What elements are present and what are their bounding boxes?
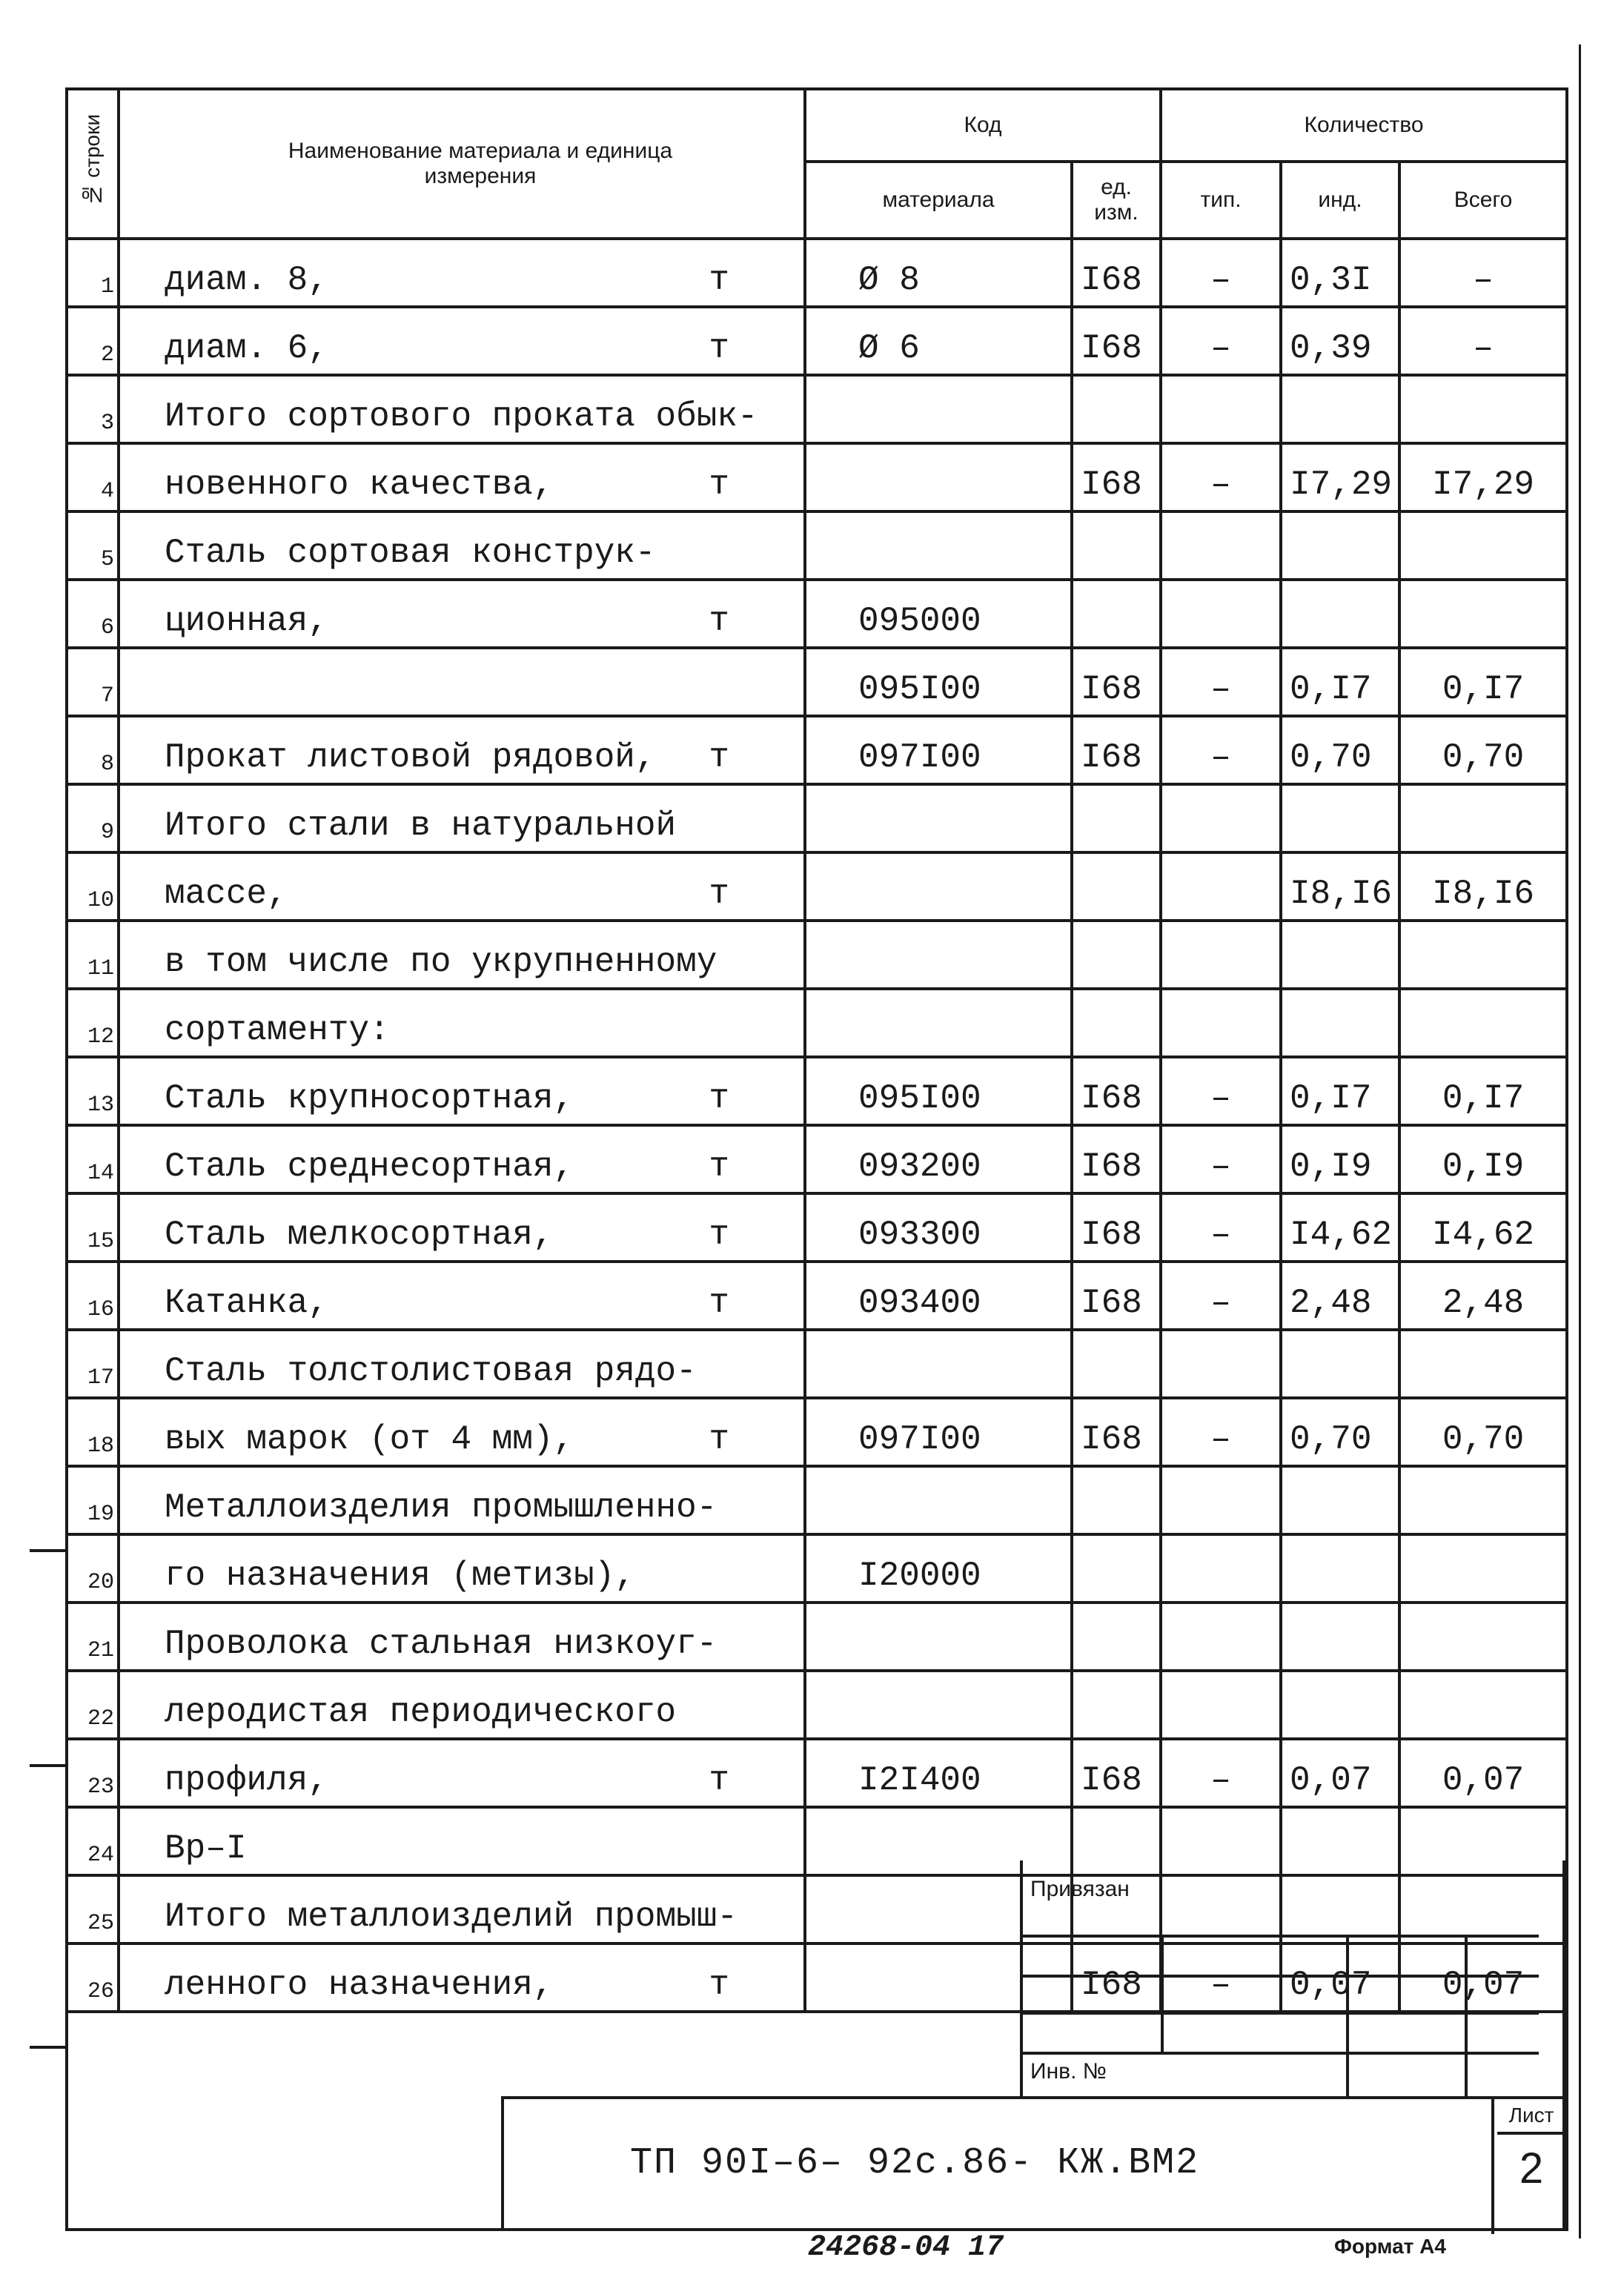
material-code-cell <box>805 511 1072 580</box>
qty-typ-cell <box>1161 852 1281 921</box>
material-name-cell <box>119 1262 805 1330</box>
qty-total-cell: I4,62 <box>1399 1193 1567 1262</box>
qty-ind-cell <box>1281 1671 1399 1739</box>
qty-typ-cell: – <box>1161 1739 1281 1807</box>
qty-ind-cell <box>1281 511 1399 580</box>
unit-code-cell: I68 <box>1072 1193 1161 1262</box>
row-number-cell: 1 <box>67 239 119 307</box>
material-name-text: леродистая периодического <box>165 1693 677 1731</box>
row-number-cell: 23 <box>67 1739 119 1807</box>
material-name-cell <box>119 239 805 307</box>
row-number-cell: 14 <box>67 1125 119 1193</box>
table-row <box>67 307 1567 375</box>
row-number-cell: 10 <box>67 852 119 921</box>
table-row <box>67 716 1567 784</box>
qty-typ-header: тип. <box>1161 162 1281 239</box>
unit-code-cell: I68 <box>1072 307 1161 375</box>
row-number-cell: 22 <box>67 1671 119 1739</box>
material-name-text: диам. 8, <box>165 261 328 299</box>
material-name-text: ционная, <box>165 602 328 640</box>
qty-ind-cell: 0,70 <box>1281 716 1399 784</box>
qty-typ-cell: – <box>1161 1057 1281 1125</box>
table-row <box>67 1262 1567 1330</box>
qty-total-cell <box>1399 1466 1567 1534</box>
qty-ind-cell <box>1281 989 1399 1057</box>
unit-code-cell: I68 <box>1072 1943 1161 2012</box>
qty-ind-cell: 0,I7 <box>1281 1057 1399 1125</box>
row-number-cell: 18 <box>67 1398 119 1466</box>
material-name-text: Вр–I <box>165 1829 247 1868</box>
qty-typ-cell: – <box>1161 307 1281 375</box>
table-row <box>67 443 1567 511</box>
qty-typ-cell <box>1161 921 1281 989</box>
table-row <box>67 1534 1567 1603</box>
material-name-text: Итого стали в натуральной <box>165 806 677 845</box>
row-number-cell: 11 <box>67 921 119 989</box>
qty-typ-cell: – <box>1161 1193 1281 1262</box>
measure-unit: т <box>709 875 729 913</box>
qty-total-cell <box>1399 1603 1567 1671</box>
sheet-box <box>1491 2099 1565 2234</box>
unit-code-cell <box>1072 784 1161 852</box>
qty-typ-cell <box>1161 511 1281 580</box>
unit-code-cell: I68 <box>1072 1739 1161 1807</box>
qty-total-cell <box>1399 921 1567 989</box>
material-name-text: новенного качества, <box>165 465 554 504</box>
measure-unit: т <box>709 465 729 504</box>
unit-code-cell <box>1072 1466 1161 1534</box>
qty-total-cell: I8,I6 <box>1399 852 1567 921</box>
qty-ind-cell: 0,07 <box>1281 1739 1399 1807</box>
row-number-cell: 3 <box>67 375 119 443</box>
tied-box <box>1020 1860 1536 2098</box>
material-name-text: диам. 6, <box>165 329 328 368</box>
qty-total-cell: 0,70 <box>1399 1398 1567 1466</box>
measure-unit: т <box>709 1420 729 1459</box>
material-name-cell <box>119 580 805 648</box>
material-code-cell: Ø 8 <box>805 239 1072 307</box>
material-name-text: Сталь среднесортная, <box>165 1147 574 1186</box>
unit-code-cell: I68 <box>1072 648 1161 716</box>
qty-total-cell: 0,I9 <box>1399 1125 1567 1193</box>
qty-total-cell <box>1399 580 1567 648</box>
unit-code-cell: I68 <box>1072 716 1161 784</box>
tied-grid-line <box>1161 1935 1164 2052</box>
qty-typ-cell: – <box>1161 1398 1281 1466</box>
unit-code-cell <box>1072 852 1161 921</box>
sheet-number: 2 <box>1519 2144 1544 2193</box>
material-name-text: Сталь мелкосортная, <box>165 1216 554 1254</box>
row-number-cell: 7 <box>67 648 119 716</box>
qty-ind-cell <box>1281 921 1399 989</box>
qty-ind-cell <box>1281 580 1399 648</box>
row-number-cell: 12 <box>67 989 119 1057</box>
material-code-cell <box>805 921 1072 989</box>
qty-typ-cell <box>1161 375 1281 443</box>
measure-unit: т <box>709 261 729 299</box>
row-number-cell: 25 <box>67 1875 119 1943</box>
qty-ind-cell <box>1281 1603 1399 1671</box>
margin-tick <box>30 1549 65 1552</box>
qty-ind-cell <box>1281 1330 1399 1398</box>
material-code-cell <box>805 1330 1072 1398</box>
row-number-cell: 24 <box>67 1807 119 1875</box>
tied-grid-line <box>1346 1935 1349 2096</box>
qty-total-cell: I7,29 <box>1399 443 1567 511</box>
qty-ind-cell: 0,70 <box>1281 1398 1399 1466</box>
table-row <box>67 580 1567 648</box>
measure-unit: т <box>709 738 729 777</box>
material-code-cell <box>805 989 1072 1057</box>
material-code-cell: 095I00 <box>805 648 1072 716</box>
unit-code-cell <box>1072 1330 1161 1398</box>
table-row <box>67 1330 1567 1398</box>
material-name-text: Сталь сортовая конструк- <box>165 534 656 572</box>
table-row <box>67 1057 1567 1125</box>
table-row <box>67 375 1567 443</box>
document-code-box <box>501 2096 1565 2231</box>
qty-total-cell: 0,07 <box>1399 1943 1567 2012</box>
materials-table-body <box>67 239 1567 2012</box>
material-name-text: Катанка, <box>165 1284 328 1322</box>
material-name-cell <box>119 989 805 1057</box>
qty-total-cell <box>1399 375 1567 443</box>
row-number-header: № строки <box>67 89 119 239</box>
qty-typ-cell: – <box>1161 443 1281 511</box>
table-row <box>67 1739 1567 1807</box>
qty-ind-header: инд. <box>1281 162 1399 239</box>
material-name-cell <box>119 1057 805 1125</box>
sheet-label: Лист <box>1497 2099 1565 2135</box>
qty-total-cell: 0,I7 <box>1399 1057 1567 1125</box>
material-name-text: Сталь толстолистовая рядо- <box>165 1352 697 1391</box>
qty-ind-cell: I4,62 <box>1281 1193 1399 1262</box>
inventory-number-label: Инв. № <box>1030 2059 1107 2084</box>
row-number-cell: 16 <box>67 1262 119 1330</box>
material-code-header: материала <box>805 162 1072 239</box>
measure-unit: т <box>709 1966 729 2004</box>
row-number-cell: 9 <box>67 784 119 852</box>
qty-typ-cell <box>1161 1330 1281 1398</box>
tied-grid-line <box>1023 1975 1539 1978</box>
qty-typ-cell <box>1161 1671 1281 1739</box>
qty-total-cell <box>1399 511 1567 580</box>
material-name-text: сортаменту: <box>165 1011 390 1050</box>
unit-code-cell: I68 <box>1072 1398 1161 1466</box>
unit-code-header: ед. изм. <box>1072 162 1161 239</box>
material-name-header: Наименование материала и единица измерения <box>119 89 805 239</box>
qty-typ-cell <box>1161 580 1281 648</box>
material-code-cell <box>805 852 1072 921</box>
document-code: ТП 90I–6– 92с.86- КЖ.ВМ2 <box>630 2142 1200 2184</box>
material-code-cell: 095I00 <box>805 1057 1072 1125</box>
measure-unit: т <box>709 329 729 368</box>
material-name-cell <box>119 648 805 716</box>
margin-tick <box>30 2046 65 2049</box>
qty-typ-cell: – <box>1161 1943 1281 2012</box>
qty-ind-cell: I7,29 <box>1281 443 1399 511</box>
row-number-cell: 21 <box>67 1603 119 1671</box>
table-row <box>67 1398 1567 1466</box>
frame-outer-right-line <box>1579 44 1581 2238</box>
qty-total-cell: 0,07 <box>1399 1739 1567 1807</box>
material-code-cell: I2I400 <box>805 1739 1072 1807</box>
material-code-cell: 097I00 <box>805 716 1072 784</box>
measure-unit: т <box>709 1284 729 1322</box>
unit-code-cell <box>1072 511 1161 580</box>
material-name-cell <box>119 1330 805 1398</box>
material-name-text: го назначения (метизы), <box>165 1557 635 1595</box>
material-code-cell <box>805 1466 1072 1534</box>
material-code-cell <box>805 443 1072 511</box>
material-name-text: Итого сортового проката обык- <box>165 397 758 436</box>
tied-grid-line <box>1023 2052 1539 2055</box>
row-number-cell: 26 <box>67 1943 119 2012</box>
row-number-cell: 5 <box>67 511 119 580</box>
table-row <box>67 1125 1567 1193</box>
qty-typ-cell: – <box>1161 648 1281 716</box>
qty-typ-cell <box>1161 784 1281 852</box>
measure-unit: т <box>709 1216 729 1254</box>
qty-typ-cell: – <box>1161 239 1281 307</box>
row-number-cell: 6 <box>67 580 119 648</box>
tied-label: Привязан <box>1030 1877 1130 1901</box>
measure-unit: т <box>709 1147 729 1186</box>
material-name-cell <box>119 1125 805 1193</box>
code-group-header: Код <box>805 89 1161 162</box>
material-name-cell <box>119 1193 805 1262</box>
material-name-cell <box>119 716 805 784</box>
table-row <box>67 648 1567 716</box>
material-name-cell <box>119 1603 805 1671</box>
material-code-cell: I20000 <box>805 1534 1072 1603</box>
material-name-cell <box>119 1739 805 1807</box>
archive-number: 24268-04 17 <box>808 2231 1004 2264</box>
material-name-text: Проволока стальная низкоуг- <box>165 1625 717 1663</box>
material-name-cell <box>119 443 805 511</box>
material-name-text: Итого металлоизделий промыш- <box>165 1898 738 1936</box>
qty-ind-cell: 0,I9 <box>1281 1125 1399 1193</box>
material-code-cell <box>805 1671 1072 1739</box>
qty-typ-cell <box>1161 1534 1281 1603</box>
material-name-cell <box>119 375 805 443</box>
margin-tick <box>30 1764 65 1767</box>
qty-total-cell: 2,48 <box>1399 1262 1567 1330</box>
unit-code-cell: I68 <box>1072 1125 1161 1193</box>
row-number-cell: 15 <box>67 1193 119 1262</box>
qty-total-cell: – <box>1399 307 1567 375</box>
tied-grid-line <box>1023 2012 1539 2015</box>
unit-code-cell: I68 <box>1072 443 1161 511</box>
quantity-group-header: Количество <box>1161 89 1567 162</box>
materials-table <box>65 87 1568 2013</box>
material-name-cell <box>119 1534 805 1603</box>
material-name-text: ленного назначения, <box>165 1966 554 2004</box>
material-name-text: Прокат листовой рядовой, <box>165 738 656 777</box>
qty-total-cell: – <box>1399 239 1567 307</box>
material-code-cell: 093200 <box>805 1125 1072 1193</box>
material-code-cell <box>805 784 1072 852</box>
qty-ind-cell <box>1281 1534 1399 1603</box>
unit-code-cell <box>1072 989 1161 1057</box>
row-number-cell: 13 <box>67 1057 119 1125</box>
material-code-cell: Ø 6 <box>805 307 1072 375</box>
qty-total-cell <box>1399 1534 1567 1603</box>
unit-code-cell <box>1072 580 1161 648</box>
qty-total-cell <box>1399 784 1567 852</box>
qty-ind-cell: 0,07 <box>1281 1943 1399 2012</box>
qty-ind-cell <box>1281 784 1399 852</box>
unit-code-cell <box>1072 921 1161 989</box>
qty-ind-cell <box>1281 375 1399 443</box>
format-label: Формат А4 <box>1334 2235 1446 2258</box>
qty-typ-cell: – <box>1161 1262 1281 1330</box>
row-number-cell: 19 <box>67 1466 119 1534</box>
qty-total-cell: 0,70 <box>1399 716 1567 784</box>
qty-typ-cell: – <box>1161 1125 1281 1193</box>
qty-total-cell: 0,I7 <box>1399 648 1567 716</box>
qty-ind-cell <box>1281 1466 1399 1534</box>
tied-grid-line <box>1465 1935 1468 2096</box>
unit-code-cell <box>1072 375 1161 443</box>
material-name-cell <box>119 511 805 580</box>
measure-unit: т <box>709 602 729 640</box>
material-name-cell <box>119 921 805 989</box>
qty-total-header: Всего <box>1399 162 1567 239</box>
row-number-cell: 8 <box>67 716 119 784</box>
material-code-cell: 093400 <box>805 1262 1072 1330</box>
unit-code-cell <box>1072 1534 1161 1603</box>
tied-grid-line <box>1023 1935 1539 1938</box>
table-row <box>67 239 1567 307</box>
table-row <box>67 1603 1567 1671</box>
table-row <box>67 1466 1567 1534</box>
unit-code-cell <box>1072 1603 1161 1671</box>
unit-code-cell: I68 <box>1072 1262 1161 1330</box>
material-code-cell: 093300 <box>805 1193 1072 1262</box>
material-code-cell <box>805 1603 1072 1671</box>
material-code-cell: 097I00 <box>805 1398 1072 1466</box>
unit-code-cell: I68 <box>1072 239 1161 307</box>
material-name-text: Сталь крупносортная, <box>165 1079 574 1118</box>
material-name-cell <box>119 784 805 852</box>
qty-total-cell <box>1399 1330 1567 1398</box>
qty-ind-cell: 0,39 <box>1281 307 1399 375</box>
row-number-cell: 4 <box>67 443 119 511</box>
qty-typ-cell <box>1161 989 1281 1057</box>
material-name-text: профиля, <box>165 1761 328 1800</box>
table-row <box>67 1193 1567 1262</box>
qty-ind-cell: I8,I6 <box>1281 852 1399 921</box>
table-row <box>67 784 1567 852</box>
qty-typ-cell: – <box>1161 716 1281 784</box>
material-name-cell <box>119 1398 805 1466</box>
material-name-cell <box>119 1466 805 1534</box>
qty-typ-cell <box>1161 1466 1281 1534</box>
row-number-cell: 2 <box>67 307 119 375</box>
qty-total-cell <box>1399 1671 1567 1739</box>
material-name-text: в том числе по укрупненному <box>165 943 717 981</box>
material-name-text: Металлоизделия промышленно- <box>165 1488 717 1527</box>
material-code-cell: 095000 <box>805 580 1072 648</box>
table-row <box>67 921 1567 989</box>
material-name-cell <box>119 1671 805 1739</box>
table-row <box>67 1671 1567 1739</box>
material-name-cell <box>119 307 805 375</box>
row-number-cell: 17 <box>67 1330 119 1398</box>
qty-ind-cell: 2,48 <box>1281 1262 1399 1330</box>
qty-typ-cell <box>1161 1603 1281 1671</box>
material-name-cell <box>119 852 805 921</box>
unit-code-cell <box>1072 1671 1161 1739</box>
row-number-cell: 20 <box>67 1534 119 1603</box>
material-name-text: массе, <box>165 875 288 913</box>
table-row <box>67 989 1567 1057</box>
material-code-cell <box>805 375 1072 443</box>
measure-unit: т <box>709 1079 729 1118</box>
material-name-text: вых марок (от 4 мм), <box>165 1420 574 1459</box>
table-row <box>67 511 1567 580</box>
table-row <box>67 852 1567 921</box>
unit-code-cell: I68 <box>1072 1057 1161 1125</box>
qty-ind-cell: 0,3I <box>1281 239 1399 307</box>
qty-ind-cell: 0,I7 <box>1281 648 1399 716</box>
measure-unit: т <box>709 1761 729 1800</box>
qty-total-cell <box>1399 989 1567 1057</box>
